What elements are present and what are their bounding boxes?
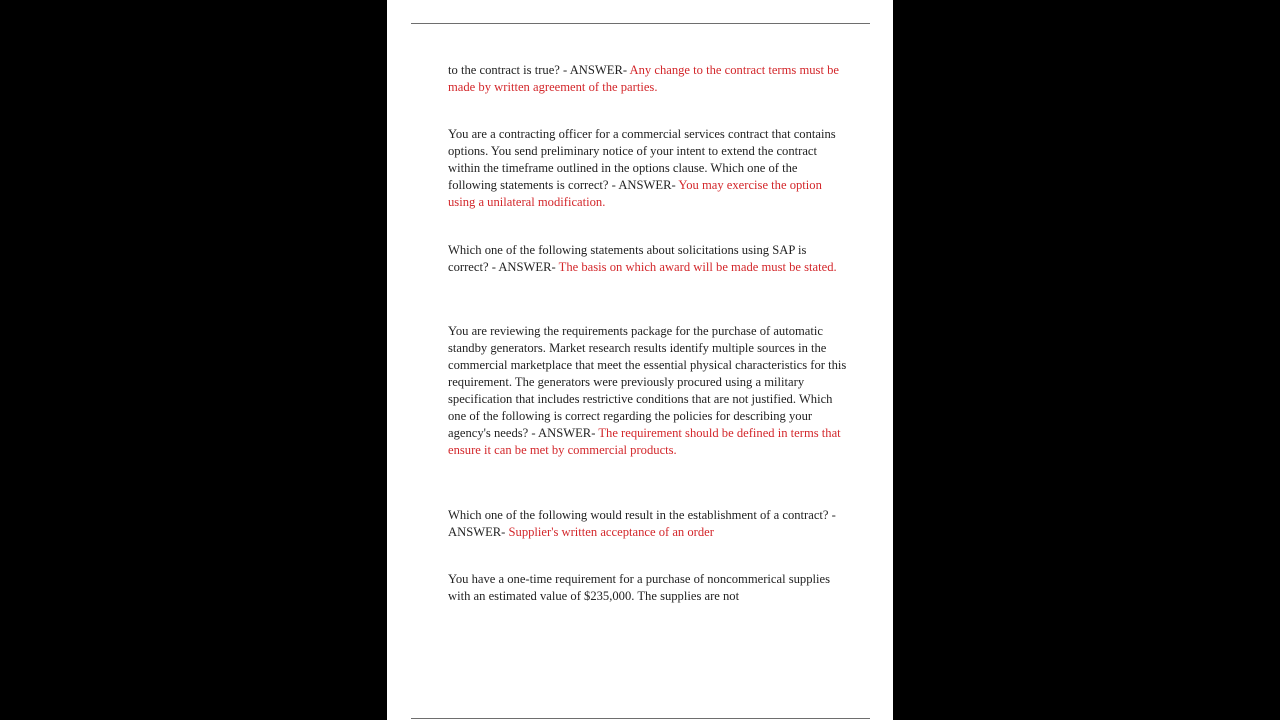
answer-text: Supplier's written acceptance of an order — [508, 525, 714, 539]
qa-item-6 — [448, 571, 848, 605]
top-page-rule — [411, 23, 870, 24]
answer-text: The basis on which award will be made must be stated. — [558, 260, 837, 274]
question-text: Which one of the following statements about solicitations using SAP is correct? - ANSWER- — [448, 243, 807, 274]
question-text: You are a contracting officer for a commercial services contract that contains options. You send preliminary notice of your intent to extend the contract within the timeframe outlined in the options clause. Which one of the following statements is correct? - ANSWER- — [448, 127, 836, 192]
qa-item-2 — [448, 126, 848, 211]
qa-item-1 — [448, 62, 848, 96]
document-page — [387, 0, 893, 720]
bottom-page-rule — [411, 718, 870, 719]
qa-item-4 — [448, 323, 848, 459]
question-text: Which one of the following would result in the establishment of a contract? - ANSWER- — [448, 508, 836, 539]
qa-item-5 — [448, 507, 848, 541]
question-text: You have a one-time requirement for a purchase of noncommerical supplies with an estimated value of $235,000. The supplies are not — [448, 572, 831, 603]
answer-text: Any change to the contract terms must be made by written agreement of the parties. — [448, 63, 839, 94]
answer-text: The requirement should be defined in terms that ensure it can be met by commercial products. — [448, 426, 841, 457]
question-text: You are reviewing the requirements package for the purchase of automatic standby generators. Market research results identify multiple sources in the commercial marketplace that meet the essential physical characteristics for this requirement. The generators were previously procured using a military specification that includes restrictive conditions that are not justified. Which one of the following is correct regarding the policies for describing your agency's needs? - ANSWER- — [448, 324, 847, 440]
qa-item-3 — [448, 242, 848, 276]
question-text: to the contract is true? - ANSWER- — [448, 63, 630, 77]
answer-text: You may exercise the option using a unilateral modification. — [448, 178, 822, 209]
